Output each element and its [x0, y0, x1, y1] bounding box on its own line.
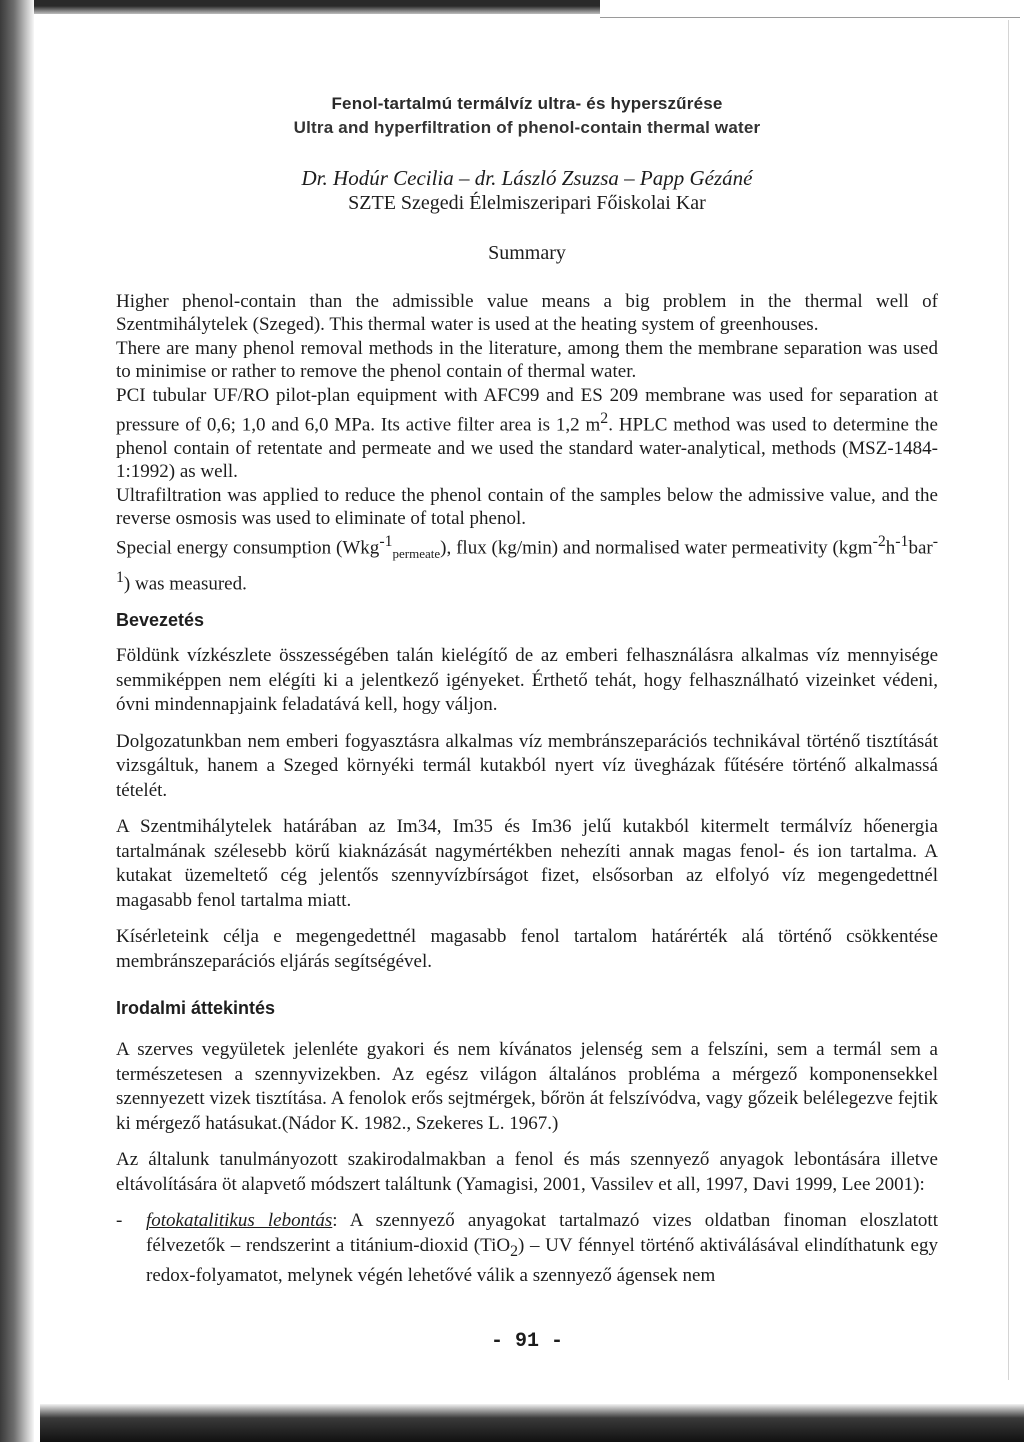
scan-right-line — [1008, 20, 1009, 1380]
intro-paragraph-1: Földünk vízkészlete összességében talán kielégítő de az emberi felhasználásra alkalmas víz mennyisége semmiképpen nem elégíti ki a jelentkező igényeket. Érthető tehát, hogy felhasználható vizeinket védeni, óvni mindennapjaink feladatává kell, hogy váljon. — [116, 645, 938, 715]
title-hungarian: Fenol-tartalmú termálvíz ultra- és hyperszűrése — [331, 94, 723, 113]
summary-p3-text-b: . HPLC method was used to determine the phenol contain of retentate and permeate and we used the standard water-analytical, methods (MSZ-1484-1:1992) as well. — [116, 414, 938, 483]
summary-p5-text-b: ), flux (kg/min) and normalised water permeativity (kgm — [440, 537, 873, 559]
summary-p3-superscript: 2 — [600, 410, 609, 428]
summary-p5-sub-1: permeate — [392, 546, 441, 562]
intro-heading: Bevezetés — [116, 610, 205, 630]
scan-top-edge — [0, 0, 600, 14]
summary-p5-text-a: Special energy consumption (Wkg — [116, 537, 380, 559]
summary-p5-sup-1: -1 — [379, 533, 393, 551]
summary-paragraph-2: There are many phenol removal methods in the literature, among them the membrane separation was used to minimise or rather to remove the phenol contain of thermal water. — [116, 337, 938, 383]
scan-top-line — [600, 17, 1020, 18]
bullet-item — [116, 1209, 938, 1288]
summary-paragraph-1: Higher phenol-contain than the admissible value means a big problem in the thermal well of Szentmihálytelek (Szeged). This thermal water is used at the heating system of greenhouses. — [116, 291, 938, 336]
summary-p5-sup-4: -1 — [116, 533, 938, 586]
intro-paragraph-4: Kísérleteink célja e megengedettnél magasabb fenol tartalom határérték alá történő csökkentése membránszeparációs eljárás segítségével. — [116, 926, 938, 972]
page-number: - 91 - — [490, 1330, 563, 1353]
bullet-subscript: 2 — [510, 1242, 518, 1260]
literature-body — [116, 1038, 938, 1288]
summary-paragraph-3 — [116, 384, 938, 484]
bullet-text-b: ) – UV fénnyel történő aktiválásával elindíthatunk egy redox-folyamatot, melynek végén lehetővé válik a szennyező ágensek nem — [146, 1234, 938, 1286]
summary-paragraph-5 — [116, 530, 938, 595]
intro-paragraph-3: A Szentmihálytelek határában az Im34, Im35 és Im36 jelű kutakból kitermelt termálvíz hőenergia tartalmának szélesebb körű kiaknázását nagymértékben nehezíti annak magas fenol- és ion tartalma. A kutakat üzemeltető cég jelentős szennyvízbírságot fizet, elsősorban az elfolyó víz megengedettnél magasabb fenol tartalma miatt. — [116, 816, 938, 911]
affiliation: SZTE Szegedi Élelmiszeripari Főiskolai Kar — [348, 192, 706, 214]
bullet-text — [116, 1209, 938, 1288]
literature-paragraph-2: Az általunk tanulmányozott szakirodalmakban a fenol és más szennyező anyagok lebontására illetve eltávolítására öt alapvető módszert találtunk (Yamagisi, 2001, Vassilev et all, 1997, Davi 1999, Lee 2001): — [116, 1149, 938, 1195]
intro-paragraph-2: Dolgozatunkban nem emberi fogyasztásra alkalmas víz membránszeparációs technikával történő tisztítását vizsgáltuk, hanem a Szeged környéki termál kutakból nyert víz üvegházak fűtésére történő alkalmassá tételét. — [116, 730, 938, 801]
scan-bottom-edge — [40, 1404, 1024, 1442]
scan-left-edge — [0, 0, 34, 1442]
summary-body — [116, 290, 938, 596]
summary-paragraph-4: Ultrafiltration was applied to reduce the phenol contain of the samples below the admissive value, and the reverse osmosis was used to eliminate of total phenol. — [116, 484, 938, 529]
intro-body — [116, 644, 938, 986]
authors: Dr. Hodúr Cecilia – dr. László Zsuzsa – Papp Gézáné — [301, 166, 753, 190]
summary-p5-text-d: bar — [908, 537, 933, 559]
summary-p5-sup-3: -1 — [895, 533, 909, 551]
literature-heading: Irodalmi áttekintés — [116, 998, 276, 1018]
literature-paragraph-1: A szerves vegyületek jelenléte gyakori és nem kívánatos jelenség sem a felszíni, sem a termál sem a természetesen a szennyvizekben. Az egész világon általános probléma a mérgező komponensekkel szennyezett vizek tisztítása. A fenolok erős sejtmérgek, bőrön át felszívódva, vagy gőzeik belélegezve fejtik ki mérgező hatásukat.(Nádor K. 1982., Szekeres L. 1967.) — [116, 1039, 938, 1134]
bullet-text-a: : A szennyező anyagokat tartalmazó vizes oldatban finoman eloszlatott félvezetők – rendszerint a titánium-dioxid (TiO — [146, 1210, 938, 1256]
summary-p3-text-a: PCI tubular UF/RO pilot-plan equipment with AFC99 and ES 209 membrane was used for separation at pressure of 0,6; 1,0 and 6,0 MPa. Its active filter area is 1,2 m — [116, 384, 938, 436]
summary-p5-text-e: ) was measured. — [123, 573, 247, 595]
summary-p5-text-c: h — [885, 537, 896, 559]
bullet-term: fotokatalitikus lebontás — [146, 1210, 333, 1231]
summary-heading: Summary — [488, 242, 566, 264]
title-english: Ultra and hyperfiltration of phenol-contain thermal water — [293, 118, 761, 137]
bullet-dash: - — [116, 1210, 123, 1231]
summary-p5-sup-2: -2 — [872, 533, 886, 551]
